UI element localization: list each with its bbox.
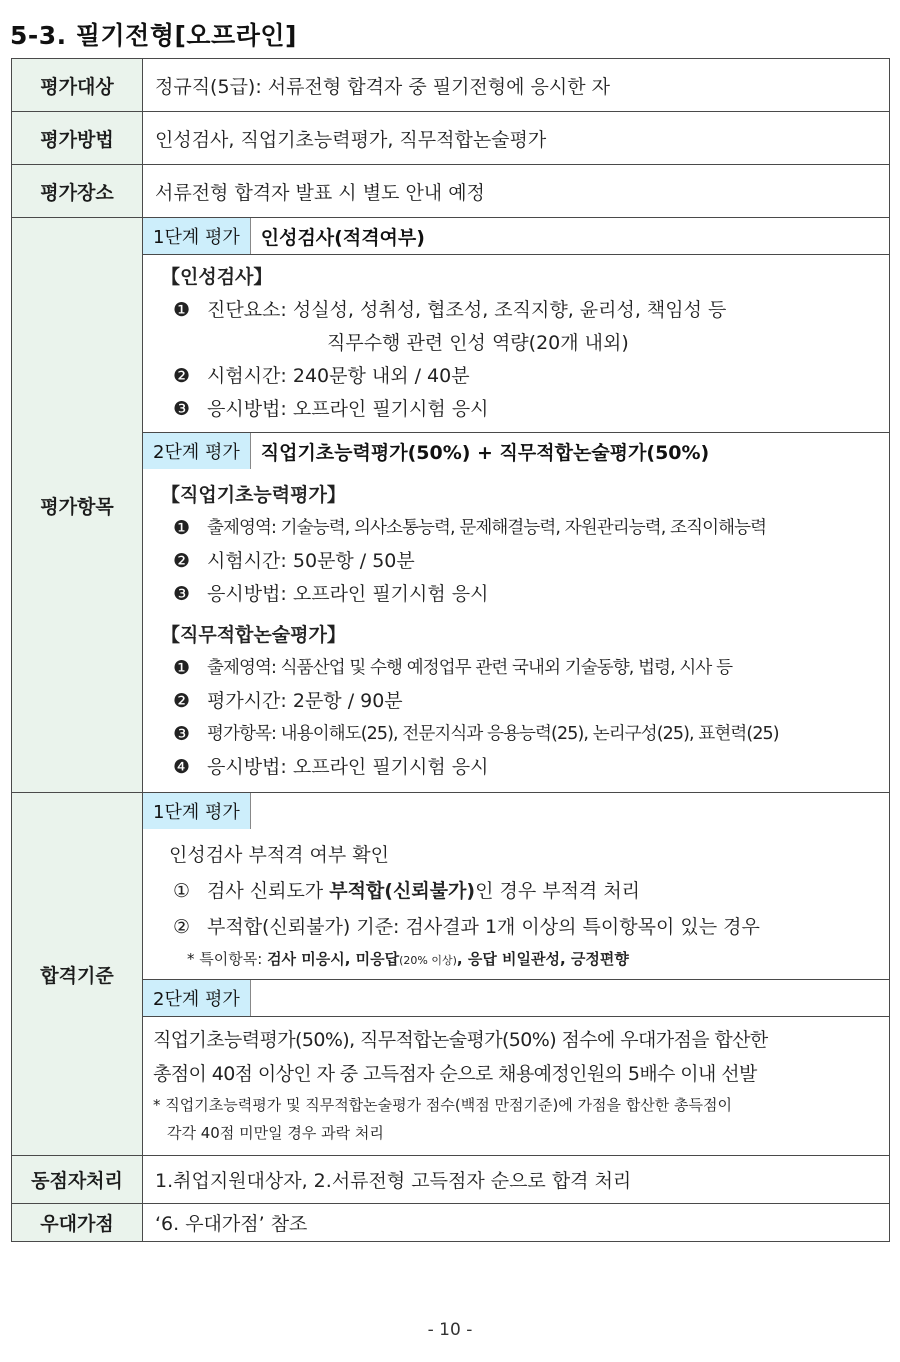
row-method — [12, 112, 890, 165]
basic-ability-line-3-text: 응시방법: 오프라인 필기시험 응시 — [207, 583, 489, 605]
criteria-stage2-block — [143, 1016, 889, 1155]
bullet-4: ❹ — [173, 756, 191, 778]
bullet-2: ❷ — [173, 365, 191, 387]
essay-line-1 — [161, 652, 879, 685]
basic-ability-block — [143, 469, 889, 617]
bullet-2: ❷ — [173, 550, 191, 572]
row-criteria — [12, 793, 890, 1156]
bullet-1: ❶ — [173, 299, 191, 321]
label-tie: 동점자처리 — [12, 1156, 143, 1204]
criteria-stage2-badge: 2단계 평가 — [143, 980, 251, 1016]
row-bonus — [12, 1204, 890, 1242]
essay-block — [143, 617, 889, 792]
criteria-intro: 인성검사 부적격 여부 확인 — [169, 844, 390, 866]
essay-line-4-text: 응시방법: 오프라인 필기시험 응시 — [207, 756, 489, 778]
bullet-3: ❸ — [173, 398, 191, 420]
bullet-2: ❷ — [173, 690, 191, 712]
bullet-1: ❶ — [173, 657, 191, 679]
label-items: 평가항목 — [12, 218, 143, 793]
criteria-line-2-text: 부적합(신뢰불가) 기준: 검사결과 1개 이상의 특이항목이 있는 경우 — [207, 916, 760, 938]
basic-ability-line-2 — [161, 545, 879, 578]
row-place — [12, 165, 890, 218]
items-stage2-badge: 2단계 평가 — [143, 433, 251, 469]
criteria-content — [143, 793, 890, 1156]
items-content — [143, 218, 890, 793]
personality-block — [143, 255, 889, 433]
value-place: 서류전형 합격자 발표 시 별도 안내 예정 — [143, 165, 890, 218]
value-method: 인성검사, 직업기초능력평가, 직무적합논술평가 — [143, 112, 890, 165]
section-heading: 5-3. 필기전형[오프라인] — [10, 21, 297, 50]
value-tie: 1.취업지원대상자, 2.서류전형 고득점자 순으로 합격 처리 — [143, 1156, 890, 1204]
criteria-line-1-text: 검사 신뢰도가 부적합(신뢰불가)인 경우 부적격 처리 — [207, 880, 641, 902]
row-items — [12, 218, 890, 793]
label-criteria: 합격기준 — [12, 793, 143, 1156]
items-stage2-bar — [143, 433, 889, 469]
items-stage1-bar — [143, 218, 889, 255]
personality-line-3 — [161, 393, 879, 426]
circled-2: ② — [173, 916, 191, 938]
bullet-1: ❶ — [173, 517, 191, 539]
essay-title: 【직무적합논술평가】 — [161, 624, 346, 646]
criteria-stage1-bar — [143, 793, 889, 829]
criteria-stage1-block — [143, 829, 889, 980]
personality-line-1-cont: 직무수행 관련 인성 역량(20개 내외) — [327, 332, 629, 354]
items-stage2-title: 직업기초능력평가(50%) + 직무적합논술평가(50%) — [260, 441, 710, 464]
items-stage1-badge: 1단계 평가 — [143, 218, 251, 254]
criteria-stage2-note-1: * 직업기초능력평가 및 직무적합논술평가 점수(백점 만점기준)에 가점을 합산한 총득점이 — [153, 1096, 732, 1114]
basic-ability-line-2-text: 시험시간: 50문항 / 50분 — [207, 550, 415, 572]
row-target — [12, 59, 890, 112]
essay-line-1-text: 출제영역: 식품산업 및 수행 예정업무 관련 국내외 기술동향, 법령, 시사 등 — [207, 658, 733, 678]
value-bonus: ‘6. 우대가점’ 참조 — [143, 1204, 890, 1242]
criteria-stage2-note-2: 각각 40점 미만일 경우 과락 처리 — [167, 1124, 384, 1142]
label-method: 평가방법 — [12, 112, 143, 165]
essay-line-2-text: 평가시간: 2문항 / 90분 — [207, 690, 403, 712]
row-tie — [12, 1156, 890, 1204]
personality-line-3-text: 응시방법: 오프라인 필기시험 응시 — [207, 398, 489, 420]
criteria-line-1 — [161, 873, 879, 909]
essay-line-2 — [161, 685, 879, 718]
basic-ability-line-3 — [161, 578, 879, 611]
circled-1: ① — [173, 880, 191, 902]
criteria-stage1-badge: 1단계 평가 — [143, 793, 251, 829]
label-target: 평가대상 — [12, 59, 143, 112]
personality-line-1-text: 진단요소: 성실성, 성취성, 협조성, 조직지향, 윤리성, 책임성 등 직무수행 관련 인성 역량(20개 내외) — [207, 299, 727, 354]
criteria-stage2-text-1: 직업기초능력평가(50%), 직무적합논술평가(50%) 점수에 우대가점을 합산한 — [153, 1029, 768, 1051]
criteria-note: * 특이항목: 검사 미응시, 미응답(20% 이상), 응답 비일관성, 긍정편향 — [187, 950, 629, 968]
personality-line-2-text: 시험시간: 240문항 내외 / 40분 — [207, 365, 470, 387]
basic-ability-line-1-text: 출제영역: 기술능력, 의사소통능력, 문제해결능력, 자원관리능력, 조직이해능력 — [207, 518, 767, 538]
personality-line-2 — [161, 360, 879, 393]
page-number: - 10 - — [427, 1320, 473, 1340]
criteria-stage2-bar — [143, 980, 889, 1016]
personality-line-1 — [161, 294, 879, 360]
personality-block-title: 【인성검사】 — [161, 266, 273, 288]
value-target: 정규직(5급): 서류전형 합격자 중 필기전형에 응시한 자 — [143, 59, 890, 112]
label-bonus: 우대가점 — [12, 1204, 143, 1242]
label-place: 평가장소 — [12, 165, 143, 218]
basic-ability-title: 【직업기초능력평가】 — [161, 484, 346, 506]
essay-line-3 — [161, 718, 879, 751]
essay-line-3-text: 평가항목: 내용이해도(25), 전문지식과 응용능력(25), 논리구성(25), 표현력(25) — [207, 724, 779, 744]
items-stage1-title: 인성검사(적격여부) — [260, 226, 425, 249]
essay-line-4 — [161, 751, 879, 784]
criteria-stage2-text-2: 총점이 40점 이상인 자 중 고득점자 순으로 채용예정인원의 5배수 이내 선발 — [153, 1063, 757, 1085]
exam-info-table — [11, 58, 890, 1242]
basic-ability-line-1 — [161, 512, 879, 545]
criteria-line-2 — [161, 909, 879, 945]
bullet-3: ❸ — [173, 723, 191, 745]
bullet-3: ❸ — [173, 583, 191, 605]
